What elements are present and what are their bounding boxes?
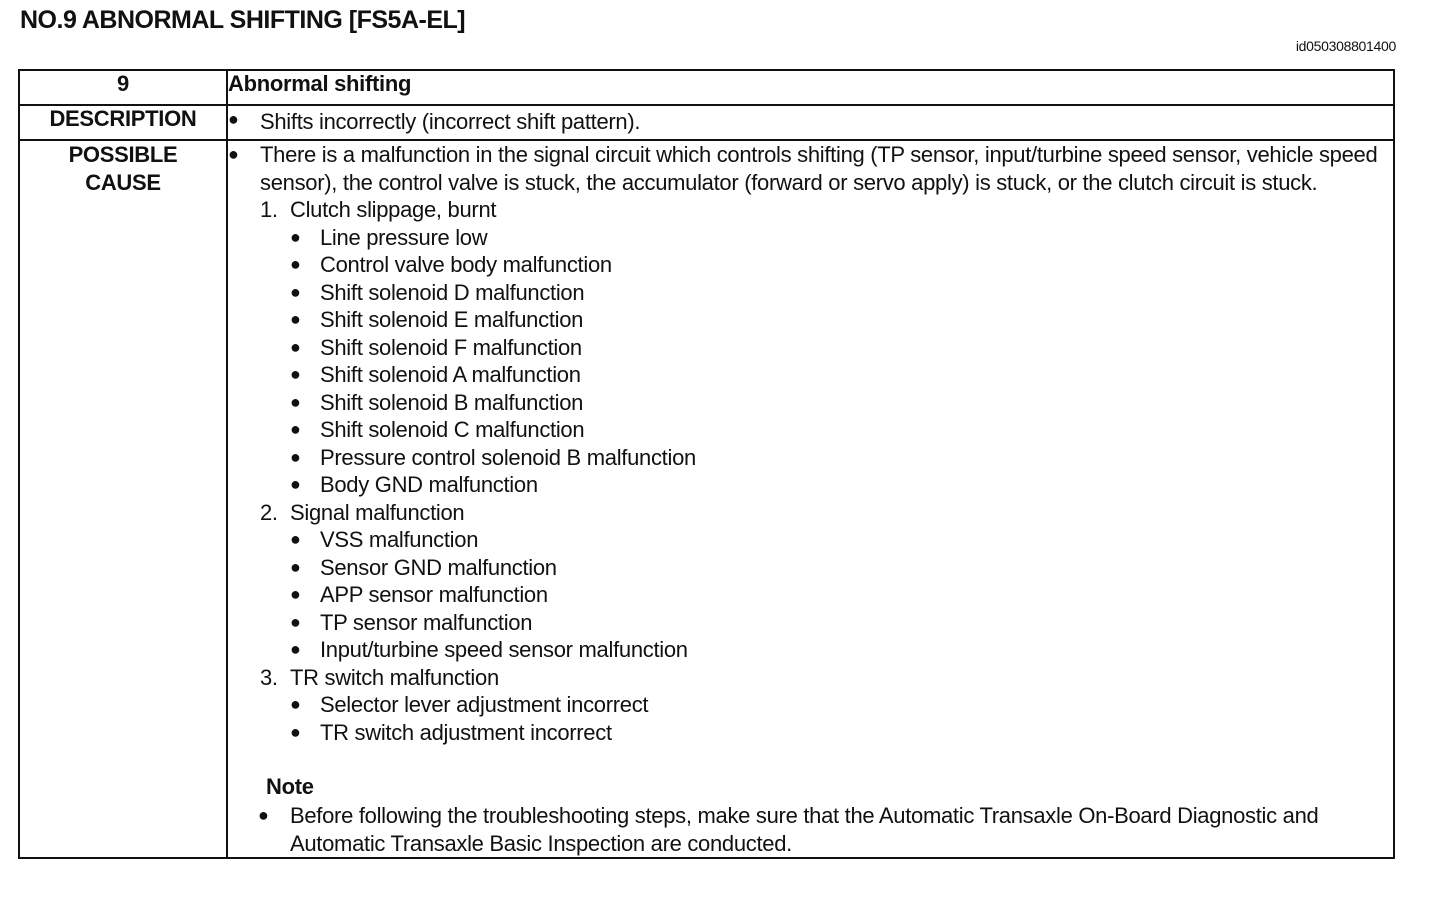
list-item-text: Shift solenoid C malfunction: [320, 417, 585, 442]
bullet-icon: ●: [290, 639, 301, 659]
note-text: Before following the troubleshooting steps, make sure that the Automatic Transaxle On-Board Diagnostic and Automatic Transaxle Basic Inspection are conducted.: [290, 803, 1319, 856]
bullet-icon: ●: [228, 144, 239, 164]
description-content: [227, 105, 1394, 140]
cause-sub-list: [290, 224, 1393, 499]
list-item-text: Shift solenoid F malfunction: [320, 334, 582, 360]
possible-cause-content: [227, 140, 1394, 858]
cause-group-title: TR switch malfunction: [290, 664, 499, 690]
step-title: Abnormal shifting: [227, 70, 1394, 105]
possible-cause-label-line1: POSSIBLE: [68, 142, 178, 167]
bullet-icon: ●: [290, 446, 301, 467]
list-item-text: Line pressure low: [320, 224, 488, 250]
possible-cause-label-line2: CAUSE: [85, 170, 161, 195]
document-id: id050308801400: [1295, 38, 1396, 54]
list-item-text: Shift solenoid B malfunction: [320, 389, 584, 415]
cause-group-number: 2.: [260, 499, 278, 525]
list-item: [290, 526, 1393, 554]
description-text: Shifts incorrectly (incorrect shift pattern).: [260, 109, 641, 134]
page-title: NO.9 ABNORMAL SHIFTING [FS5A-EL]: [20, 6, 466, 34]
description-row: [19, 105, 1394, 140]
bullet-icon: ●: [290, 309, 301, 329]
cause-group-heading: [260, 196, 1393, 224]
list-item: [290, 471, 1393, 499]
cause-sub-list: [290, 691, 1393, 746]
cause-sub-list: [290, 526, 1393, 664]
cause-group-title: Clutch slippage, burnt: [290, 197, 497, 222]
bullet-icon: ●: [258, 805, 269, 825]
list-item: [290, 306, 1393, 334]
description-label: DESCRIPTION: [19, 105, 227, 140]
list-item: [290, 279, 1393, 307]
bullet-icon: ●: [290, 584, 301, 604]
list-item: [290, 636, 1393, 664]
list-item: [290, 581, 1393, 609]
possible-cause-label: [19, 140, 227, 858]
list-item: [290, 361, 1393, 389]
table-header-row: [19, 70, 1394, 105]
description-item: [228, 106, 1393, 138]
note-item: [258, 802, 1393, 857]
list-item: [290, 609, 1393, 637]
list-item-text: TR switch adjustment incorrect: [320, 719, 612, 745]
cause-group-number: 3.: [260, 664, 278, 690]
list-item-text: Control valve body malfunction: [320, 252, 612, 277]
cause-group-2: [260, 499, 1393, 664]
list-item-text: TP sensor malfunction: [320, 609, 533, 635]
cause-intro-text: There is a malfunction in the signal circuit which controls shifting (TP sensor, input/turbine speed sensor, vehicle speed sensor), the control valve is stuck, the accumulator (forward or servo apply) is stuck, or the clutch circuit is stuck.: [260, 142, 1378, 195]
bullet-icon: ●: [228, 109, 239, 129]
cause-group-1: [260, 196, 1393, 499]
cause-group-number: 1.: [260, 197, 278, 222]
list-item: [290, 251, 1393, 279]
list-item-text: Input/turbine speed sensor malfunction: [320, 637, 688, 662]
bullet-icon: ●: [290, 721, 301, 742]
bullet-icon: ●: [290, 694, 301, 714]
list-item-text: Shift solenoid E malfunction: [320, 307, 584, 332]
note-label: Note: [266, 774, 314, 799]
bullet-icon: ●: [290, 391, 301, 412]
bullet-icon: ●: [290, 364, 301, 384]
list-item-text: VSS malfunction: [320, 527, 479, 552]
bullet-icon: ●: [290, 556, 301, 577]
list-item: [290, 389, 1393, 417]
list-item-text: Body GND malfunction: [320, 472, 538, 497]
list-item: [290, 554, 1393, 582]
cause-intro: [228, 141, 1393, 196]
list-item-text: Pressure control solenoid B malfunction: [320, 444, 696, 470]
list-item: [290, 224, 1393, 252]
list-item: [290, 719, 1393, 747]
list-item-text: APP sensor malfunction: [320, 582, 548, 607]
note-block: [258, 772, 1393, 857]
cause-group-heading: [260, 499, 1393, 527]
cause-group-title: Signal malfunction: [290, 499, 465, 525]
list-item: [290, 444, 1393, 472]
bullet-icon: ●: [290, 474, 301, 494]
list-item-text: Sensor GND malfunction: [320, 554, 557, 580]
step-number: 9: [19, 70, 227, 105]
list-item-text: Selector lever adjustment incorrect: [320, 692, 649, 717]
bullet-icon: ●: [290, 281, 301, 302]
bullet-icon: ●: [290, 254, 301, 274]
bullet-icon: ●: [290, 611, 301, 632]
bullet-icon: ●: [290, 336, 301, 357]
cause-group-3: [260, 664, 1393, 747]
list-item: [290, 334, 1393, 362]
list-item-text: Shift solenoid D malfunction: [320, 279, 585, 305]
bullet-icon: ●: [290, 226, 301, 247]
bullet-icon: ●: [290, 529, 301, 549]
list-item-text: Shift solenoid A malfunction: [320, 362, 581, 387]
list-item: [290, 416, 1393, 444]
troubleshooting-table: [18, 69, 1395, 859]
cause-group-heading: [260, 664, 1393, 692]
bullet-icon: ●: [290, 419, 301, 439]
list-item: [290, 691, 1393, 719]
possible-cause-row: [19, 140, 1394, 858]
